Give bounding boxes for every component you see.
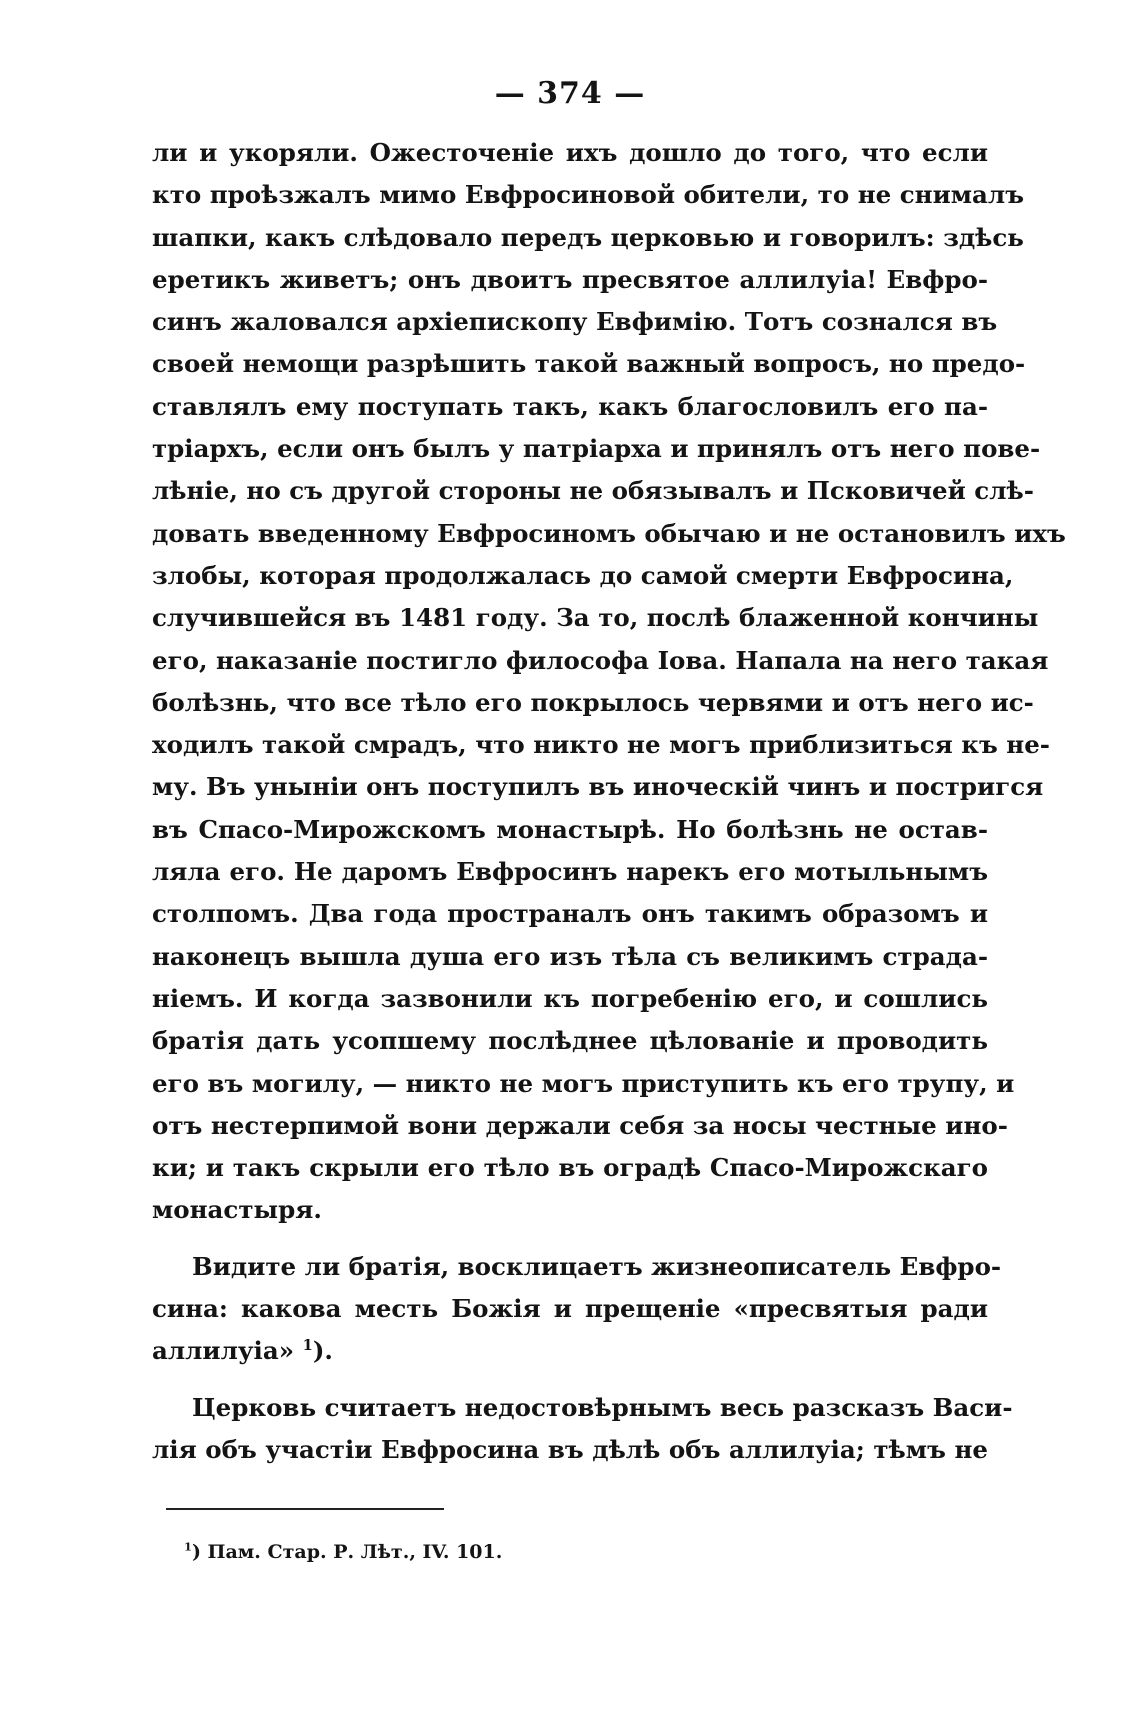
text-line: наконецъ вышла душа его изъ тѣла съ великимъ страда- xyxy=(152,941,988,971)
footnote xyxy=(184,1538,502,1566)
text-line: болѣзнь, что все тѣло его покрылось червями и отъ него ис- xyxy=(152,687,1034,717)
text-line: ляла его. Не даромъ Евфросинъ нарекъ его мотыльнымъ xyxy=(152,857,988,887)
text-line: му. Въ унынiи онъ поступилъ въ иноческій чинъ и постригся xyxy=(152,772,1044,802)
text-line: кто проѣзжалъ мимо Евфросиновой обители, то не снималъ xyxy=(152,180,1024,210)
text-line: братія дать усопшему послѣднее цѣлованіе и проводить xyxy=(152,1026,988,1056)
paragraph-2 xyxy=(152,1246,1002,1373)
text-line: ки; и такъ скрыли его тѣло въ оградѣ Спасо-Мирожскаго xyxy=(152,1153,988,1183)
text-line: сина: какова месть Божія и прещеніе «пресвятыя ради xyxy=(152,1294,988,1324)
footnote-reference[interactable]: 1 xyxy=(302,1337,313,1355)
text-line: ли и укоряли. Ожесточеніе ихъ дошло до того, что если xyxy=(152,138,988,167)
body-text xyxy=(152,132,1066,1471)
text-line: монастыря. xyxy=(152,1195,322,1225)
footnote-text: ) Пам. Стар. Р. Лѣт., IV. 101. xyxy=(191,1541,503,1563)
paragraph-3 xyxy=(152,1387,1013,1472)
paragraph-gap xyxy=(152,1232,988,1246)
text-line: его въ могилу, — никто не могъ приступить къ его трупу, и xyxy=(152,1068,1015,1098)
text-fragment: аллилуіа» xyxy=(152,1336,295,1366)
text-line: его, наказаніе постигло философа Іова. Напала на него такая xyxy=(152,645,1049,675)
text-line: Видите ли братія, восклицаетъ жизнеописатель Евфро- xyxy=(192,1251,1002,1281)
text-line: ходилъ такой смрадъ, что никто не могъ приблизиться къ не- xyxy=(152,730,1050,760)
page-number: — 374 — xyxy=(494,76,646,111)
text-line: злобы, которая продолжалась до самой смерти Евфросина, xyxy=(152,560,1014,590)
text-line: довать введенному Евфросиномъ обычаю и не остановилъ ихъ xyxy=(152,518,1066,548)
text-line: отъ нестерпимой вони держали себя за носы честные ино- xyxy=(152,1110,1008,1140)
text-line: случившейся въ 1481 году. За то, послѣ блаженной кончины xyxy=(152,603,1039,633)
paragraph-gap xyxy=(152,1373,988,1387)
text-line: лѣніе, но съ другой стороны не обязывалъ и Псковичей слѣ- xyxy=(152,476,1034,506)
text-line: еретикъ живетъ; онъ двоитъ пресвятое аллилуіа! Евфро- xyxy=(152,264,988,294)
text-line: шапки, какъ слѣдовало передъ церковью и говорилъ: здѣсь xyxy=(152,222,1024,252)
footnote-marker: 1 xyxy=(184,1539,192,1554)
text-line xyxy=(152,1330,988,1372)
paragraph-1 xyxy=(152,132,1066,1232)
text-line: Церковь считаетъ недостовѣрнымъ весь разсказъ Васи- xyxy=(192,1392,1013,1422)
text-line: въ Спасо-Мирожскомъ монастырѣ. Но болѣзнь не остав- xyxy=(152,814,988,844)
text-line: ніемъ. И когда зазвонили къ погребенію его, и сошлись xyxy=(152,983,988,1013)
text-line: ставлялъ ему поступать такъ, какъ благословилъ его па- xyxy=(152,391,988,421)
text-line: тріархъ, если онъ былъ у патріарха и принялъ отъ него пове- xyxy=(152,434,1041,464)
text-line: столпомъ. Два года пространалъ онъ такимъ образомъ и xyxy=(152,899,988,929)
text-line: синъ жаловался архіепископу Евфимію. Тотъ сознался въ xyxy=(152,307,998,337)
footnote-divider xyxy=(166,1508,444,1510)
text-fragment: ). xyxy=(312,1336,333,1366)
text-line: лія объ участіи Евфросина въ дѣлѣ объ аллилуіа; тѣмъ не xyxy=(152,1434,988,1464)
text-line: своей немощи разрѣшить такой важный вопросъ, но предо- xyxy=(152,349,1026,379)
